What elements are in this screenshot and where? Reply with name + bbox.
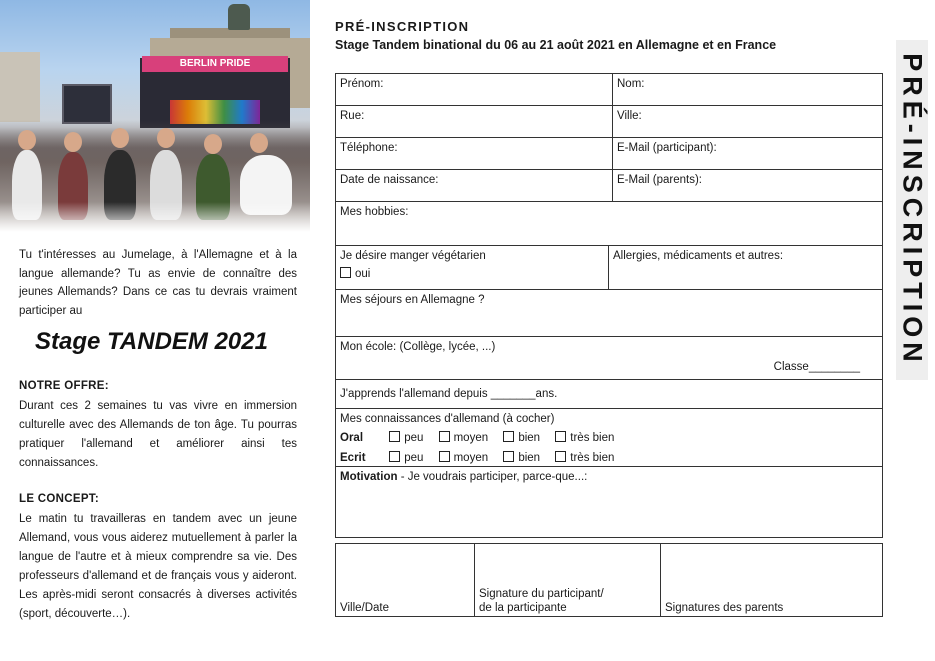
field-rue[interactable]: [335, 105, 613, 138]
photo-person-head: [157, 128, 175, 148]
photo-person-head: [204, 134, 222, 154]
field-signature-participant[interactable]: [474, 543, 661, 617]
field-connaissances-label: Mes connaissances d'allemand (à cocher): [340, 413, 555, 425]
field-vegetarien: [335, 245, 609, 290]
offer-text: Durant ces 2 semaines tu vas vivre en immersion culturelle avec des Allemands de ton âge. Tu pourras pratiquer l'allemand et améliorer ainsi tes connaissances.: [19, 400, 297, 469]
field-date-naissance-label: Date de naissance:: [340, 174, 439, 186]
oral-bien-label: bien: [518, 432, 541, 444]
oral-option-peu: [389, 431, 423, 446]
field-telephone[interactable]: [335, 137, 613, 170]
field-email-participant[interactable]: [612, 137, 883, 170]
ecrit-option-tres-bien: [555, 451, 614, 466]
ecrit-moyen-checkbox[interactable]: [439, 451, 450, 462]
field-apprends-label: J'apprends l'allemand depuis _______ans.: [340, 388, 558, 400]
photo-quadriga: [228, 4, 250, 30]
field-ecole-label: Mon école: (Collège, lycée, ...): [340, 341, 496, 353]
field-ecole[interactable]: [335, 336, 883, 380]
field-email-parents[interactable]: [612, 169, 883, 202]
oral-bien-checkbox[interactable]: [503, 431, 514, 442]
photo-building: [0, 52, 40, 122]
form-title: PRÉ-INSCRIPTION: [335, 19, 470, 34]
stage-title: Stage TANDEM 2021: [35, 328, 268, 355]
signature-participant-label: [479, 587, 604, 615]
vegetarien-oui-label: oui: [355, 268, 371, 280]
field-prenom[interactable]: [335, 73, 613, 106]
field-email-parents-label: E-Mail (parents):: [617, 174, 702, 186]
field-classe-label: Classe________: [773, 361, 860, 373]
vegetarien-option: [340, 267, 604, 282]
ecrit-bien-label: bien: [518, 452, 541, 464]
field-allergies[interactable]: [608, 245, 883, 290]
side-label-band: [896, 40, 928, 380]
field-hobbies[interactable]: [335, 201, 883, 246]
photo-fade: [0, 202, 310, 232]
form-subtitle: Stage Tandem binational du 06 au 21 août 2021 en Allemagne et en France: [335, 38, 777, 52]
signatures-parents-label: Signatures des parents: [665, 602, 784, 614]
oral-moyen-label: moyen: [453, 432, 489, 444]
field-ville-label: Ville:: [617, 110, 642, 122]
oral-tres-bien-checkbox[interactable]: [555, 431, 566, 442]
field-allergies-label: Allergies, médicaments et autres:: [613, 250, 784, 262]
field-prenom-label: Prénom:: [340, 78, 384, 90]
field-sejours-label: Mes séjours en Allemagne ?: [340, 294, 485, 306]
oral-peu-label: peu: [404, 432, 424, 444]
ecrit-bien-checkbox[interactable]: [503, 451, 514, 462]
intro-text: Tu t'intéresses au Jumelage, à l'Allemagne et à la langue allemande? Tu as envie de connaître des jeunes Allemands? Dans ce cas tu devrais vraiment participer au: [19, 249, 297, 317]
signature-participant-line-1: Signature du participant/: [479, 588, 604, 600]
photo-person-head: [64, 132, 82, 152]
field-signatures-parents[interactable]: [660, 543, 883, 617]
photo-person-head: [111, 128, 129, 148]
field-ville-date-label: Ville/Date: [340, 602, 390, 614]
ecrit-peu-checkbox[interactable]: [389, 451, 400, 462]
offer-heading: NOTRE OFFRE:: [19, 380, 109, 392]
photo-banner: BERLIN PRIDE: [142, 56, 288, 72]
level-row-ecrit-label: Ecrit: [340, 452, 366, 464]
ecrit-peu-label: peu: [404, 452, 424, 464]
group-photo: [0, 0, 310, 232]
oral-peu-checkbox[interactable]: [389, 431, 400, 442]
side-label: PRÉ-INSCRIPTION: [897, 53, 928, 367]
oral-tres-bien-label: très bien: [570, 432, 615, 444]
photo-screen: [62, 84, 112, 124]
signature-participant-line-2: de la participante: [479, 602, 567, 614]
oral-option-bien: [503, 431, 540, 446]
field-rue-label: Rue:: [340, 110, 365, 122]
ecrit-tres-bien-label: très bien: [570, 452, 615, 464]
concept-text: Le matin tu travailleras en tandem avec un jeune Allemand, vous vous aiderez mutuellement à parler la langue de l'autre et à mieux comprendre sa vie. Des professeurs d'allemand et de français vous y aideront. Les après-midi seront consacrés à diverses activités (sport, découverte…).: [19, 513, 297, 620]
ecrit-option-bien: [503, 451, 540, 466]
oral-option-tres-bien: [555, 431, 614, 446]
ecrit-option-moyen: [439, 451, 489, 466]
photo-person-head: [18, 130, 36, 150]
field-motivation-text: - Je voudrais participer, parce-que...:: [397, 471, 588, 483]
field-hobbies-label: Mes hobbies:: [340, 206, 409, 218]
ecrit-moyen-label: moyen: [453, 452, 489, 464]
field-apprends[interactable]: [335, 379, 883, 409]
field-sejours[interactable]: [335, 289, 883, 337]
field-vegetarien-label: Je désire manger végétarien: [340, 250, 486, 262]
oral-moyen-checkbox[interactable]: [439, 431, 450, 442]
field-motivation[interactable]: [335, 466, 883, 538]
field-telephone-label: Téléphone:: [340, 142, 398, 154]
field-date-naissance[interactable]: [335, 169, 613, 202]
ecrit-option-peu: [389, 451, 423, 466]
level-row-oral: [340, 431, 626, 446]
photo-person-head: [250, 133, 268, 153]
field-email-participant-label: E-Mail (participant):: [617, 142, 717, 154]
oral-option-moyen: [439, 431, 489, 446]
ecrit-tres-bien-checkbox[interactable]: [555, 451, 566, 462]
concept-heading: LE CONCEPT:: [19, 493, 99, 505]
level-row-oral-label: Oral: [340, 432, 364, 444]
field-ville[interactable]: [612, 105, 883, 138]
field-nom-label: Nom:: [617, 78, 645, 90]
level-row-ecrit: [340, 451, 626, 466]
field-nom[interactable]: [612, 73, 883, 106]
field-connaissances: [335, 408, 883, 467]
vegetarien-checkbox[interactable]: [340, 267, 351, 278]
field-motivation-label: Motivation: [340, 471, 398, 483]
field-ville-date[interactable]: [335, 543, 475, 617]
